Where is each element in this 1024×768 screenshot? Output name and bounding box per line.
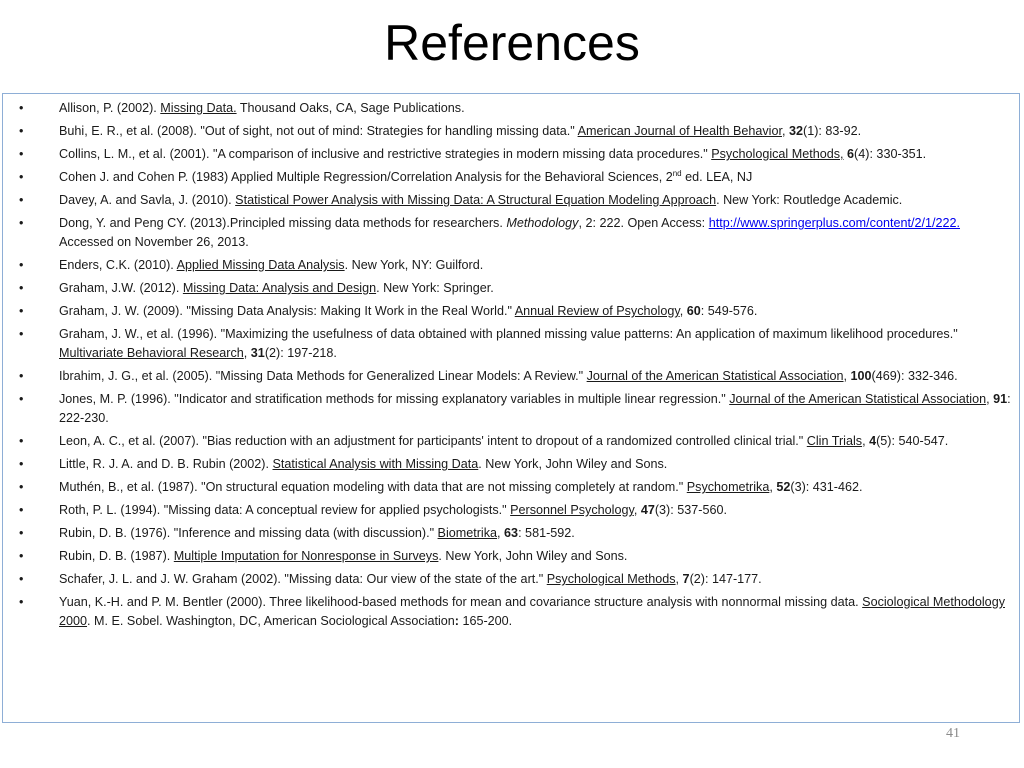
reference-text: , 2: 222. Open Access: — [578, 216, 709, 230]
reference-item — [19, 570, 1011, 589]
reference-item — [19, 191, 1011, 210]
reference-text: Collins, L. M., et al. (2001). "A comparison of inclusive and restrictive strategies in modern missing data procedures." — [59, 147, 712, 161]
reference-source: Applied Missing Data Analysis — [176, 258, 345, 272]
reference-text: , — [769, 480, 777, 494]
reference-text: Roth, P. L. (1994). "Missing data: A conceptual review for applied psychologists." — [59, 503, 511, 517]
reference-text: Yuan, K.-H. and P. M. Bentler (2000). Three likelihood-based methods for mean and covariance structure analysis with nonnormal missing data. — [59, 595, 863, 609]
reference-item — [19, 279, 1011, 298]
reference-text: (1): 83-92. — [803, 124, 862, 138]
reference-item — [19, 325, 1011, 363]
reference-text: . M. E. Sobel. Washington, DC, American Sociological Association — [87, 614, 455, 628]
reference-volume: 4 — [869, 434, 877, 448]
reference-text: Muthén, B., et al. (1987). "On structural equation modeling with data that are not missing completely at random." — [59, 480, 687, 494]
reference-source: Psychological Methods — [546, 572, 676, 586]
reference-text: , — [675, 572, 683, 586]
reference-item — [19, 214, 1011, 252]
reference-text: , — [679, 304, 687, 318]
reference-item — [19, 145, 1011, 164]
reference-volume: 47 — [640, 503, 655, 517]
reference-item — [19, 367, 1011, 386]
reference-volume: 100 — [850, 369, 872, 383]
reference-text: . New York: Routledge Academic. — [716, 193, 903, 207]
reference-item — [19, 478, 1011, 497]
reference-text: Cohen J. and Cohen P. (1983) Applied Multiple Regression/Correlation Analysis for the Behavioral Sciences, 2 — [59, 170, 673, 184]
reference-text: , — [862, 434, 870, 448]
page-number: 41 — [946, 726, 960, 741]
reference-text: , — [782, 124, 789, 138]
reference-text: (2): 197-218. — [264, 346, 337, 360]
reference-text: , — [633, 503, 641, 517]
reference-text: Thousand Oaks, CA, Sage Publications. — [236, 101, 465, 115]
reference-volume: 7 — [682, 572, 690, 586]
reference-text: Jones, M. P. (1996). "Indicator and stratification methods for missing explanatory variables in multiple linear regression." — [59, 392, 730, 406]
reference-text: (4): 330-351. — [854, 147, 927, 161]
reference-source: Sociological Methodology 2000 — [59, 595, 1005, 628]
reference-text: Accessed on November 26, 2013. — [59, 235, 249, 249]
reference-volume: 60 — [686, 304, 701, 318]
reference-text: : 581-592. — [518, 526, 575, 540]
reference-text: ed. LEA, NJ — [681, 170, 753, 184]
reference-text: Little, R. J. A. and D. B. Rubin (2002). — [59, 457, 273, 471]
reference-text: (3): 537-560. — [654, 503, 727, 517]
reference-text: Davey, A. and Savla, J. (2010). — [59, 193, 236, 207]
reference-item — [19, 256, 1011, 275]
reference-text: , — [497, 526, 505, 540]
reference-text: Buhi, E. R., et al. (2008). "Out of sight, not out of mind: Strategies for handling missing data." — [59, 124, 578, 138]
reference-source: Statistical Analysis with Missing Data — [272, 457, 479, 471]
reference-item — [19, 547, 1011, 566]
reference-text: , — [243, 346, 251, 360]
reference-source: Statistical Power Analysis with Missing Data: A Structural Equation Modeling Approach — [235, 193, 717, 207]
reference-source: Multiple Imputation for Nonresponse in Surveys — [173, 549, 439, 563]
reference-item — [19, 432, 1011, 451]
reference-text: (3): 431-462. — [790, 480, 863, 494]
reference-text: : 222-230. — [59, 392, 1011, 425]
reference-text: Graham, J. W., et al. (1996). "Maximizing the usefulness of data obtained with planned missing value patterns: An application of maximum likelihood procedures." — [59, 327, 958, 341]
reference-text: . New York, John Wiley and Sons. — [438, 549, 628, 563]
reference-source: Biometrika — [437, 526, 498, 540]
reference-text: Graham, J. W. (2009). "Missing Data Analysis: Making It Work in the Real World." — [59, 304, 515, 318]
reference-source: Clin Trials — [806, 434, 863, 448]
reference-text: , — [986, 392, 994, 406]
reference-text: Rubin, D. B. (1987). — [59, 549, 174, 563]
reference-item — [19, 593, 1011, 631]
reference-item — [19, 122, 1011, 141]
reference-source: American Journal of Health Behavior — [577, 124, 782, 138]
slide-title: References — [384, 15, 640, 71]
reference-text: (2): 147-177. — [689, 572, 762, 586]
reference-text: . New York, NY: Guilford. — [344, 258, 484, 272]
reference-source: Psychometrika — [686, 480, 770, 494]
reference-item — [19, 524, 1011, 543]
reference-text: (5): 540-547. — [876, 434, 949, 448]
reference-text: , — [843, 369, 851, 383]
reference-text: Ibrahim, J. G., et al. (2005). "Missing Data Methods for Generalized Linear Models: A Review." — [59, 369, 587, 383]
reference-source: Missing Data. — [160, 101, 237, 115]
reference-text: 165-200. — [458, 614, 513, 628]
reference-source: Psychological Methods, — [711, 147, 844, 161]
reference-item — [19, 390, 1011, 428]
reference-volume: 32 — [789, 124, 804, 138]
reference-source: Annual Review of Psychology — [514, 304, 680, 318]
reference-volume: 91 — [993, 392, 1008, 406]
reference-journal: Methodology — [506, 216, 579, 230]
reference-text: (469): 332-346. — [871, 369, 958, 383]
reference-link[interactable]: http://www.springerplus.com/content/2/1/222. — [708, 216, 960, 230]
reference-source: Personnel Psychology — [510, 503, 634, 517]
reference-text: Allison, P. (2002). — [59, 101, 161, 115]
reference-text: . New York, John Wiley and Sons. — [478, 457, 668, 471]
reference-text: Dong, Y. and Peng CY. (2013).Principled missing data methods for researchers. — [59, 216, 507, 230]
reference-volume: 31 — [250, 346, 265, 360]
reference-source: Multivariate Behavioral Research — [59, 346, 244, 360]
reference-text: Graham, J.W. (2012). — [59, 281, 183, 295]
reference-volume: : — [454, 614, 459, 628]
reference-item — [19, 168, 1011, 187]
reference-volume: 63 — [504, 526, 519, 540]
reference-item — [19, 501, 1011, 520]
reference-source: Journal of the American Statistical Association — [729, 392, 987, 406]
reference-text: . New York: Springer. — [376, 281, 494, 295]
reference-text: : 549-576. — [700, 304, 758, 318]
reference-list — [3, 94, 1019, 631]
reference-item — [19, 455, 1011, 474]
reference-volume: 6 — [847, 147, 855, 161]
reference-volume: 52 — [776, 480, 791, 494]
reference-text: Leon, A. C., et al. (2007). "Bias reduction with an adjustment for participants' intent to dropout of a randomized controlled clinical trial." — [59, 434, 807, 448]
reference-item — [19, 99, 1011, 118]
reference-item — [19, 302, 1011, 321]
reference-source: Journal of the American Statistical Association — [586, 369, 844, 383]
references-box — [2, 93, 1020, 723]
reference-text: Enders, C.K. (2010). — [59, 258, 177, 272]
reference-superscript: nd — [672, 168, 682, 178]
reference-source: Missing Data: Analysis and Design — [182, 281, 377, 295]
reference-text: Schafer, J. L. and J. W. Graham (2002). "Missing data: Our view of the state of the art." — [59, 572, 547, 586]
reference-text: Rubin, D. B. (1976). "Inference and missing data (with discussion)." — [59, 526, 438, 540]
